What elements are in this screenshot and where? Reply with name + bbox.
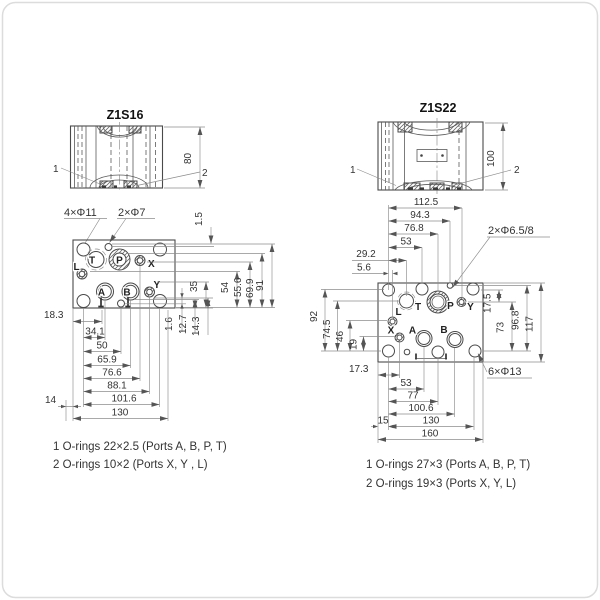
svg-text:54: 54 (220, 281, 231, 293)
port-a (409, 326, 432, 347)
page-border (3, 3, 598, 598)
dim-100 (485, 123, 508, 190)
side-hole-lines (75, 122, 156, 192)
svg-text:T: T (88, 255, 96, 267)
svg-text:100.6: 100.6 (408, 403, 434, 414)
svg-text:P: P (447, 301, 454, 312)
port-p (427, 291, 454, 313)
svg-text:6×Φ13: 6×Φ13 (488, 366, 522, 378)
svg-text:2: 2 (514, 165, 520, 176)
svg-text:130: 130 (422, 415, 440, 427)
port-b (440, 325, 463, 348)
dim-100-text: 100 (486, 150, 497, 167)
svg-text:65.9: 65.9 (97, 354, 117, 366)
z1s22-note-2: 2 O-rings 19×3 (Ports X, Y, L) (366, 478, 517, 490)
svg-text:1.6: 1.6 (164, 317, 175, 331)
svg-text:77: 77 (407, 390, 419, 402)
svg-text:X: X (387, 325, 395, 337)
port-p (109, 249, 130, 270)
svg-text:46: 46 (335, 330, 346, 342)
port-a (97, 283, 114, 300)
svg-text:1.5: 1.5 (194, 212, 205, 226)
z1s22-right-dims (454, 283, 545, 362)
svg-text:53: 53 (400, 378, 412, 389)
svg-text:15: 15 (377, 415, 389, 427)
callout-mount-holes (478, 354, 532, 379)
svg-text:74.5: 74.5 (322, 319, 333, 339)
svg-text:4×Φ11: 4×Φ11 (64, 207, 97, 219)
port-y (457, 298, 474, 314)
svg-text:34.1: 34.1 (85, 326, 105, 338)
svg-text:P: P (116, 255, 123, 267)
svg-text:19: 19 (348, 338, 360, 350)
svg-text:A: A (408, 325, 417, 337)
svg-text:17.3: 17.3 (349, 364, 369, 375)
z1s16-assembly (44, 108, 275, 471)
svg-text:14.3: 14.3 (191, 316, 202, 336)
svg-text:2: 2 (202, 168, 208, 179)
svg-text:L: L (395, 307, 402, 318)
svg-text:69.9: 69.9 (245, 278, 256, 298)
svg-text:53: 53 (400, 236, 412, 248)
ref-leader-1 (350, 165, 396, 186)
svg-text:160: 160 (421, 428, 439, 440)
port-l (388, 307, 402, 326)
z1s16-notes (53, 441, 227, 471)
svg-text:1: 1 (53, 164, 59, 175)
z1s16-note-2: 2 O-rings 10×2 (Ports X, Y , L) (53, 459, 208, 471)
svg-text:96.8: 96.8 (510, 310, 522, 330)
svg-text:29.2: 29.2 (356, 249, 376, 260)
svg-text:T: T (414, 302, 422, 313)
svg-text:92: 92 (309, 310, 320, 322)
svg-text:2×Φ7: 2×Φ7 (118, 207, 146, 219)
z1s22-plan-view (309, 197, 550, 443)
port-t (86, 249, 107, 270)
z1s22-title: Z1S22 (419, 101, 457, 115)
svg-text:117: 117 (524, 316, 536, 332)
svg-text:Y: Y (153, 280, 161, 291)
svg-text:50: 50 (96, 340, 108, 352)
svg-text:B: B (440, 325, 448, 336)
z1s16-side-view (53, 122, 208, 192)
svg-text:1: 1 (350, 165, 356, 176)
svg-text:94.3: 94.3 (410, 210, 430, 221)
port-x (388, 326, 404, 343)
ref-leader-2 (137, 168, 208, 186)
svg-text:5.6: 5.6 (357, 262, 371, 274)
svg-text:L: L (73, 262, 80, 273)
svg-text:35: 35 (189, 280, 200, 292)
svg-text:14: 14 (45, 395, 57, 406)
dim-80 (164, 127, 205, 188)
side-bottom-recess (90, 175, 148, 188)
callout-pilot-holes (110, 207, 156, 243)
port-b (122, 283, 139, 300)
svg-text:17.5: 17.5 (482, 293, 494, 313)
svg-text:12.7: 12.7 (178, 314, 189, 334)
svg-text:A: A (97, 287, 106, 299)
svg-text:18.3: 18.3 (44, 310, 64, 321)
z1s16-note-1: 1 O-rings 22×2.5 (Ports A, B, P, T) (53, 441, 227, 453)
z1s22-assembly (309, 101, 550, 490)
svg-text:112.5: 112.5 (413, 197, 439, 208)
svg-text:91: 91 (255, 279, 266, 291)
port-x (135, 256, 155, 271)
ref-leader-1 (53, 164, 100, 184)
z1s22-side-view (350, 118, 520, 194)
svg-text:101.6: 101.6 (111, 393, 137, 405)
side-center-slot (417, 150, 447, 162)
svg-text:Y: Y (467, 302, 474, 313)
port-l (74, 262, 88, 279)
z1s22-left-dims (309, 290, 400, 352)
side-bottom-recess (395, 181, 472, 190)
svg-text:130: 130 (111, 407, 129, 419)
svg-text:55.6: 55.6 (233, 277, 244, 297)
z1s16-title: Z1S16 (106, 108, 144, 122)
svg-text:B: B (123, 287, 131, 299)
svg-text:76.8: 76.8 (404, 223, 424, 234)
svg-text:X: X (148, 259, 155, 270)
callout-pilot-holes (453, 225, 551, 288)
z1s22-note-1: 1 O-rings 27×3 (Ports A, B, P, T) (366, 459, 531, 471)
dim-80-text: 80 (183, 152, 194, 164)
svg-text:76.6: 76.6 (102, 367, 122, 379)
z1s22-notes (366, 459, 530, 490)
svg-text:2×Φ6.5/8: 2×Φ6.5/8 (488, 225, 534, 237)
svg-text:88.1: 88.1 (107, 380, 127, 392)
svg-text:73: 73 (495, 321, 507, 333)
z1s16-plan-view (44, 207, 275, 421)
